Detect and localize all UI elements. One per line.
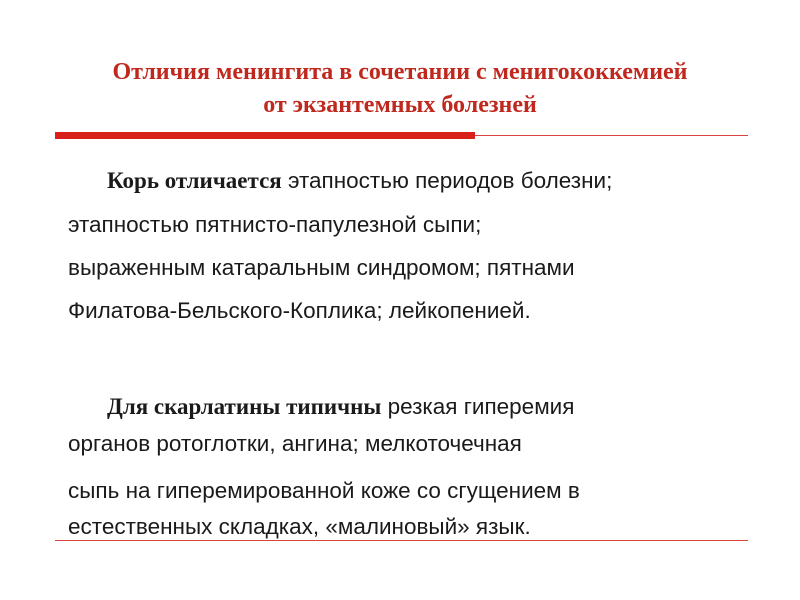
- scarlet-line-3: сыпь на гиперемированной коже со сгущением в: [68, 478, 580, 503]
- scarlet-line-2: органов ротоглотки, ангина; мелкоточечная: [68, 431, 522, 456]
- scarlet-lead: Для скарлатины типичны: [107, 394, 382, 419]
- measles-line-1: [107, 166, 612, 196]
- measles-line-4: Филатова-Бельского-Коплика; лейкопенией.: [68, 298, 531, 323]
- measles-line-1-text: этапностью периодов болезни;: [281, 168, 613, 193]
- title-underline-thin: [475, 135, 748, 136]
- slide-title-line-1: Отличия менингита в сочетании с менигококкемией: [112, 59, 688, 85]
- bottom-rule: [55, 540, 748, 541]
- measles-line-2: этапностью пятнисто-папулезной сыпи;: [68, 212, 482, 237]
- measles-line-3: выраженным катаральным синдромом; пятнами: [68, 255, 575, 280]
- scarlet-line-1-text: резкая гиперемия: [381, 394, 575, 419]
- slide-title-line-2: от экзантемных болезней: [263, 92, 537, 118]
- title-underline-thick: [55, 132, 475, 139]
- measles-lead: Корь отличается: [107, 168, 282, 193]
- scarlet-line-1: [107, 392, 574, 422]
- scarlet-line-4: естественных складках, «малиновый» язык.: [68, 514, 531, 539]
